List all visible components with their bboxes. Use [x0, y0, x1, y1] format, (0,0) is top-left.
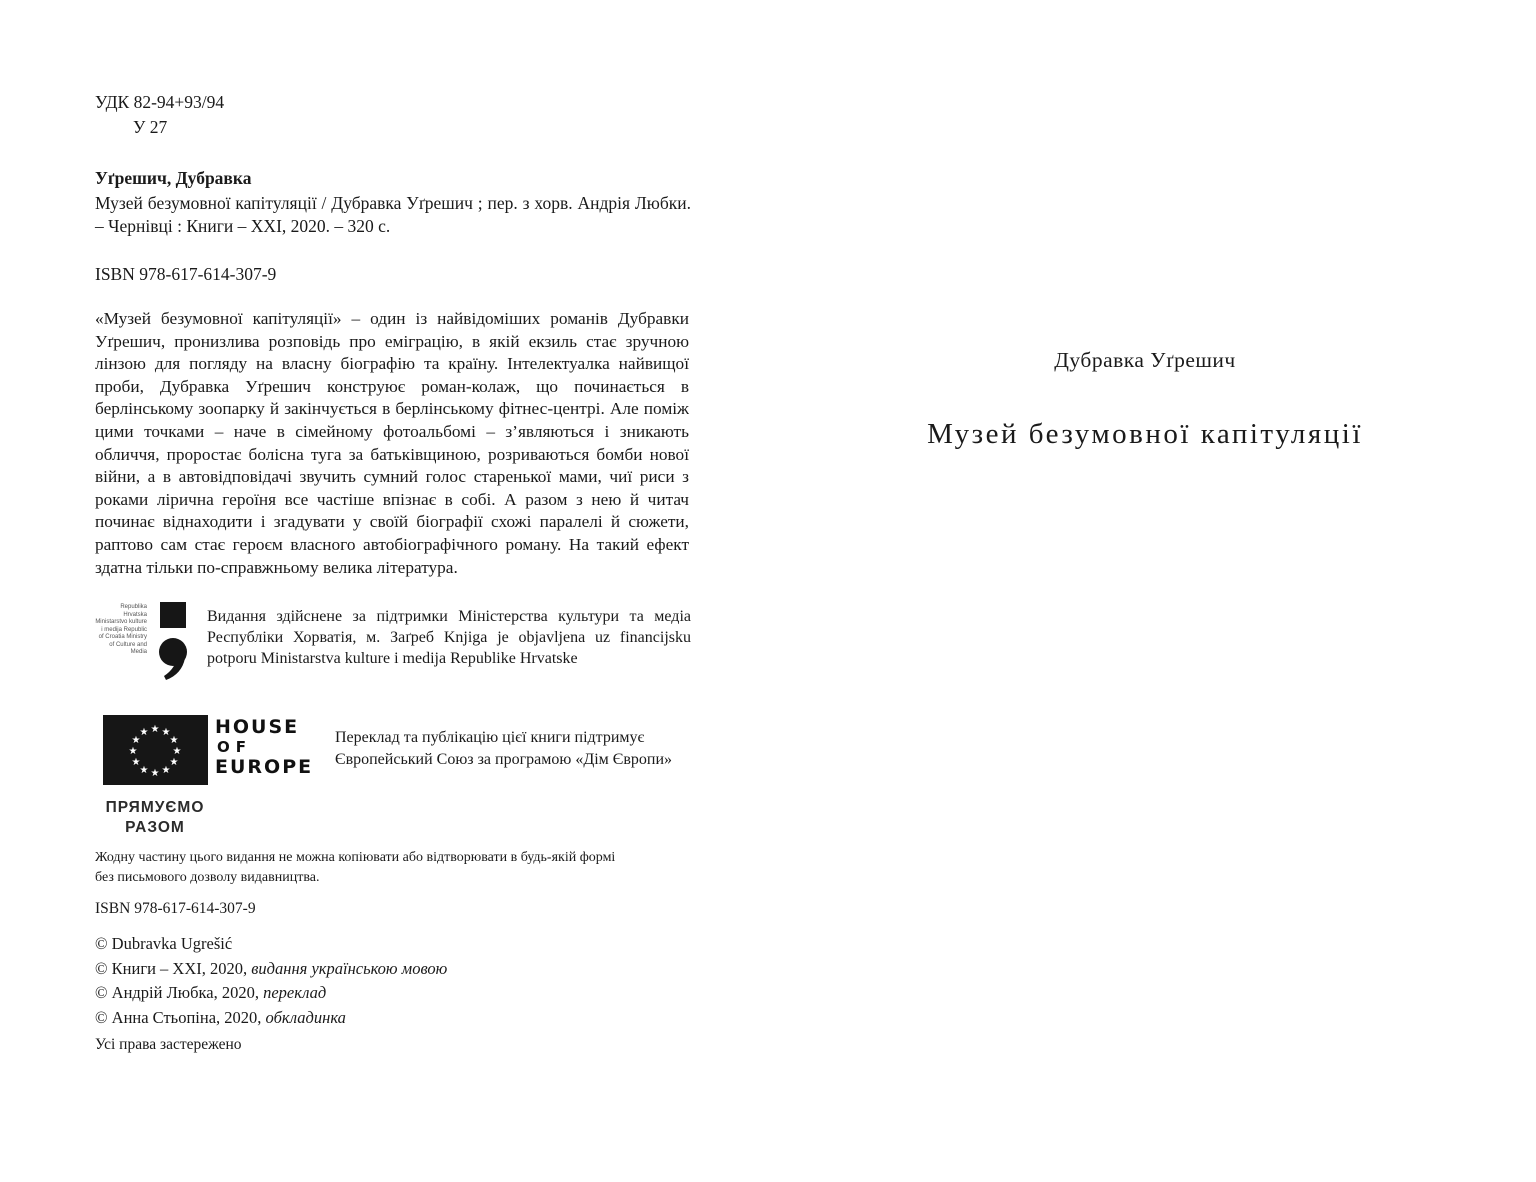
copy-notice-line2: без письмового дозволу видавництва. — [95, 870, 320, 885]
title-page-author: Дубравка Уґрешич — [1054, 348, 1236, 372]
udk-code: УДК 82-94+93/94 — [95, 92, 225, 112]
copyright-text: © Андрій Любка, 2020, — [95, 983, 264, 1002]
hoe-logo-line2: OF — [217, 738, 252, 756]
croatia-support-block — [95, 600, 691, 687]
rights-reserved-note: Усі права застережено — [95, 1036, 242, 1053]
copy-restriction-notice — [95, 848, 695, 888]
isbn-bottom: ISBN 978-617-614-307-9 — [95, 900, 256, 917]
copyright-text: © Анна Стьопіна, 2020, — [95, 1007, 266, 1027]
copyright-line — [95, 932, 447, 957]
house-of-europe-logo — [215, 715, 323, 838]
eu-support-text — [323, 715, 672, 838]
eu-caption-line1: ПРЯМУЄМО — [105, 799, 205, 816]
eu-support-block — [95, 715, 691, 838]
svg-text:★: ★ — [139, 765, 148, 776]
bibliographic-description: Музей безумовної капітуляції / Дубравка Уґрешич ; пер. з хорв. Андрія Любки. – Чернівці : Книги – XXI, 2020. – 320 с. — [95, 193, 691, 236]
croatia-ministry-logo — [95, 600, 207, 687]
copyright-italic: переклад — [263, 983, 327, 1002]
svg-text:★: ★ — [172, 746, 181, 757]
svg-text:★: ★ — [131, 735, 140, 746]
eu-support-text-line1: Переклад та публікацію цієї книги підтримує — [335, 729, 645, 746]
eu-flag-column — [95, 715, 215, 838]
croatia-support-text: Видання здійснене за підтримки Міністерства культури та медіа Республіки Хорватія, м. Заґреб Knjiga je objavljena uz financijsku potporu Ministarstva kulture i medija Republike Hrvatske — [207, 608, 691, 667]
croatia-semicolon-logo-icon — [152, 600, 194, 687]
svg-text:★: ★ — [169, 735, 178, 746]
udk-block — [95, 90, 224, 140]
svg-text:★: ★ — [128, 746, 137, 757]
svg-text:★: ★ — [139, 727, 148, 738]
copyright-line — [95, 981, 447, 1006]
hoe-logo-line3: EUROPE — [215, 756, 314, 778]
eu-flag-caption — [95, 798, 215, 838]
croatia-ministry-logo-text: Republika Hrvatska Ministarstvo kulture i medija Republic of Croatia Ministry of Culture and Media — [95, 604, 147, 655]
svg-text:★: ★ — [131, 757, 140, 768]
copy-notice-line1: Жодну частину цього видання не можна копіювати або відтворювати в будь-якій формі — [95, 850, 616, 865]
svg-text:★: ★ — [150, 724, 159, 735]
copyright-lines — [95, 932, 447, 1030]
eu-caption-line2: РАЗОМ — [125, 819, 185, 836]
udk-index: У 27 — [133, 117, 168, 137]
copyright-italic: видання українською мовою — [251, 958, 448, 978]
svg-text:★: ★ — [161, 727, 170, 738]
catalog-author: Уґрешич, Дубравка — [95, 168, 252, 188]
copyright-line — [95, 1006, 447, 1031]
svg-text:★: ★ — [169, 757, 178, 768]
copyright-line — [95, 957, 447, 982]
isbn-top: ISBN 978-617-614-307-9 — [95, 264, 277, 284]
book-title: Музей безумовної капітуляції — [927, 418, 1363, 450]
eu-flag-icon — [103, 715, 208, 785]
copyright-text: © Книги – XXI, 2020, — [95, 958, 252, 978]
copyright-italic: обкладинка — [265, 1007, 346, 1027]
eu-support-text-line2: Європейський Союз за програмою «Дім Європи» — [335, 751, 673, 768]
svg-text:★: ★ — [150, 768, 159, 779]
hoe-logo-line1: HOUSE — [215, 716, 300, 738]
svg-text:★: ★ — [161, 765, 170, 776]
copyright-text: © Dubravka Ugrešić — [95, 934, 233, 953]
annotation-paragraph: «Музей безумовної капітуляції» – один із найвідоміших романів Дубравки Уґрешич, пронизлива розповідь про еміграцію, в якій екзиль стає зручною лінзою для погляду на власну біографію та країну. Інтелектуалка найвищої проби, Дубравка Уґрешич конструює роман-колаж, що починається в берлінському зоопарку й закінчується в берлінському фітнес-центрі. Але поміж цими точками – наче в сімейному фотоальбомі – з’являються і зникають обличчя, проростає болісна туга за батьківщиною, розриваються бомби нової війни, а в автовідповідачі звучить сумний голос старенької мами, чиї риси з роками лірична героїня все частіше впізнає в собі. А разом з нею й читач починає віднаходити і згадувати у своїй біографії схожі паралелі й сюжети, раптово сам стає героєм власного автобіографічного роману. На такий ефект здатна тільки по-справжньому велика література. — [95, 309, 689, 577]
